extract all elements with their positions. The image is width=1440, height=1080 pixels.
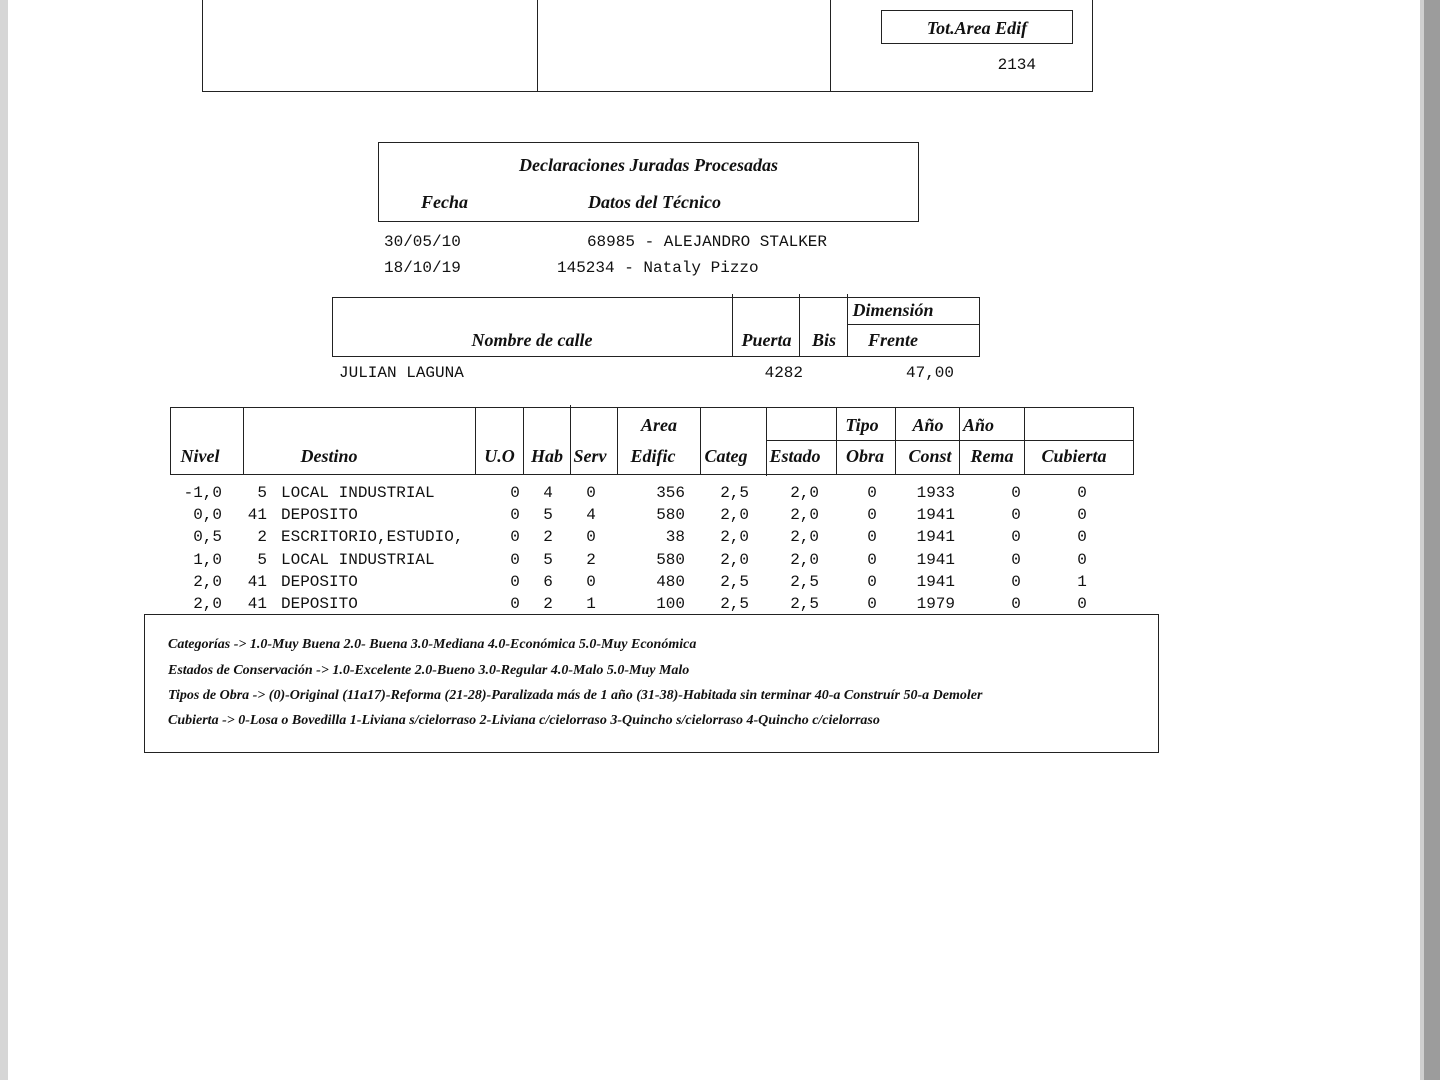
anio-rema-cell: 0 [1011, 484, 1021, 502]
hab-cell: 5 [543, 551, 553, 569]
anio-rema-cell: 0 [1011, 573, 1021, 591]
calle-col-dimension: Dimensión [852, 300, 934, 320]
tipo-cell: 0 [867, 551, 877, 569]
categ-cell: 2,5 [720, 595, 749, 613]
codigo-cell: 5 [257, 484, 267, 502]
destino-cell: DEPOSITO [281, 573, 358, 591]
declaracion-fecha: 30/05/10 [384, 233, 461, 251]
area-cell: 580 [656, 551, 685, 569]
anio-rema-cell: 0 [1011, 506, 1021, 524]
destino-cell: DEPOSITO [281, 595, 358, 613]
page-right-edge [1420, 0, 1424, 1080]
hab-cell: 5 [543, 506, 553, 524]
destino-cell: DEPOSITO [281, 506, 358, 524]
calle-nombre: JULIAN LAGUNA [339, 364, 464, 382]
calle-col-puerta: Puerta [741, 330, 792, 350]
col-destino: Destino [300, 446, 358, 466]
categ-cell: 2,5 [720, 573, 749, 591]
calle-frente: 47,00 [905, 364, 954, 382]
declaraciones-title: Declaraciones Juradas Procesadas [519, 155, 778, 175]
nivel-cell: 0,0 [193, 506, 222, 524]
serv-cell: 0 [586, 528, 596, 546]
col-anio-rema-2: Rema [970, 446, 1014, 466]
legend-estados: Estados de Conservación -> 1.0-Excelente 2.0-Bueno 3.0-Regular 4.0-Malo 5.0-Muy Malo [168, 663, 690, 678]
estado-cell: 2,0 [790, 506, 819, 524]
col-tipo-1: Tipo [845, 415, 879, 435]
hab-cell: 6 [543, 573, 553, 591]
area-cell: 580 [656, 506, 685, 524]
codigo-cell: 41 [247, 595, 267, 613]
nivel-cell: 2,0 [193, 573, 222, 591]
anio-const-cell: 1941 [916, 573, 955, 591]
categ-cell: 2,0 [720, 528, 749, 546]
col-anio-const-1: Año [912, 415, 944, 435]
anio-const-cell: 1979 [916, 595, 955, 613]
col-nivel: Nivel [180, 446, 220, 466]
uo-cell: 0 [510, 551, 520, 569]
anio-rema-cell: 0 [1011, 551, 1021, 569]
legend-cubierta: Cubierta -> 0-Losa o Bovedilla 1-Liviana s/cielorraso 2-Liviana c/cielorraso 3-Quincho s/cielorraso 4-Quincho c/cielorraso [168, 713, 880, 728]
categ-cell: 2,5 [720, 484, 749, 502]
col-anio-const-2: Const [908, 446, 952, 466]
destino-cell: LOCAL INDUSTRIAL [281, 484, 435, 502]
cubierta-cell: 1 [1077, 573, 1087, 591]
declaracion-tecnico: 145234 - Nataly Pizzo [557, 259, 759, 277]
calle-col-nombre: Nombre de calle [471, 330, 593, 350]
tipo-cell: 0 [867, 595, 877, 613]
anio-const-cell: 1941 [916, 528, 955, 546]
col-tipo-2: Obra [845, 446, 884, 466]
serv-cell: 0 [586, 573, 596, 591]
estado-cell: 2,5 [790, 573, 819, 591]
col-anio-rema-1: Año [963, 415, 995, 435]
estado-cell: 2,0 [790, 528, 819, 546]
cubierta-cell: 0 [1077, 484, 1087, 502]
anio-const-cell: 1941 [916, 506, 955, 524]
area-cell: 38 [665, 528, 685, 546]
estado-cell: 2,0 [790, 484, 819, 502]
declaraciones-col-fecha: Fecha [421, 192, 468, 212]
tipo-cell: 0 [867, 506, 877, 524]
destino-cell: LOCAL INDUSTRIAL [281, 551, 435, 569]
tipo-cell: 0 [867, 528, 877, 546]
calle-col-bis: Bis [811, 330, 836, 350]
hab-cell: 2 [543, 595, 553, 613]
uo-cell: 0 [510, 506, 520, 524]
estado-cell: 2,0 [790, 551, 819, 569]
declaracion-fecha: 18/10/19 [384, 259, 461, 277]
codigo-cell: 5 [257, 551, 267, 569]
area-cell: 100 [656, 595, 685, 613]
serv-cell: 4 [586, 506, 596, 524]
destino-cell: ESCRITORIO,ESTUDIO, [281, 528, 464, 546]
estado-cell: 2,5 [790, 595, 819, 613]
col-serv: Serv [573, 446, 607, 466]
nivel-cell: 1,0 [193, 551, 222, 569]
tot-area-label: Tot.Area Edif [926, 18, 1028, 38]
anio-rema-cell: 0 [1011, 595, 1021, 613]
anio-rema-cell: 0 [1011, 528, 1021, 546]
cubierta-cell: 0 [1077, 551, 1087, 569]
page-left-edge [0, 0, 8, 1080]
tot-area-value: 2134 [997, 56, 1036, 74]
serv-cell: 2 [586, 551, 596, 569]
uo-cell: 0 [510, 573, 520, 591]
tipo-cell: 0 [867, 484, 877, 502]
calle-puerta: 4282 [764, 364, 803, 382]
uo-cell: 0 [510, 528, 520, 546]
hab-cell: 2 [543, 528, 553, 546]
anio-const-cell: 1933 [916, 484, 955, 502]
declaraciones-col-tecnico: Datos del Técnico [588, 192, 721, 212]
area-cell: 356 [656, 484, 685, 502]
codigo-cell: 41 [247, 506, 267, 524]
nivel-cell: -1,0 [183, 484, 222, 502]
col-hab: Hab [530, 446, 563, 466]
col-area-2: Edific [630, 446, 676, 466]
categ-cell: 2,0 [720, 506, 749, 524]
codigo-cell: 41 [247, 573, 267, 591]
anio-const-cell: 1941 [916, 551, 955, 569]
codigo-cell: 2 [257, 528, 267, 546]
uo-cell: 0 [510, 484, 520, 502]
cubierta-cell: 0 [1077, 506, 1087, 524]
col-categ: Categ [704, 446, 748, 466]
col-estado: Estado [769, 446, 821, 466]
uo-cell: 0 [510, 595, 520, 613]
hab-cell: 4 [543, 484, 553, 502]
nivel-cell: 0,5 [193, 528, 222, 546]
serv-cell: 0 [586, 484, 596, 502]
col-area-1: Area [641, 415, 677, 435]
cubierta-cell: 0 [1077, 528, 1087, 546]
calle-col-frente: Frente [867, 330, 918, 350]
serv-cell: 1 [586, 595, 596, 613]
declaracion-tecnico: 68985 - ALEJANDRO STALKER [586, 233, 827, 251]
nivel-cell: 2,0 [193, 595, 222, 613]
categ-cell: 2,0 [720, 551, 749, 569]
area-cell: 480 [656, 573, 685, 591]
legend-tipos: Tipos de Obra -> (0)-Original (11a17)-Reforma (21-28)-Paralizada más de 1 año (31-38)-Habitada sin terminar 40-a Construír 50-a Demoler [168, 688, 983, 703]
cubierta-cell: 0 [1077, 595, 1087, 613]
tipo-cell: 0 [867, 573, 877, 591]
legend-categorias: Categorías -> 1.0-Muy Buena 2.0- Buena 3.0-Mediana 4.0-Económica 5.0-Muy Económica [168, 637, 697, 652]
col-cubierta: Cubierta [1041, 446, 1107, 466]
col-uo: U.O [484, 446, 515, 466]
